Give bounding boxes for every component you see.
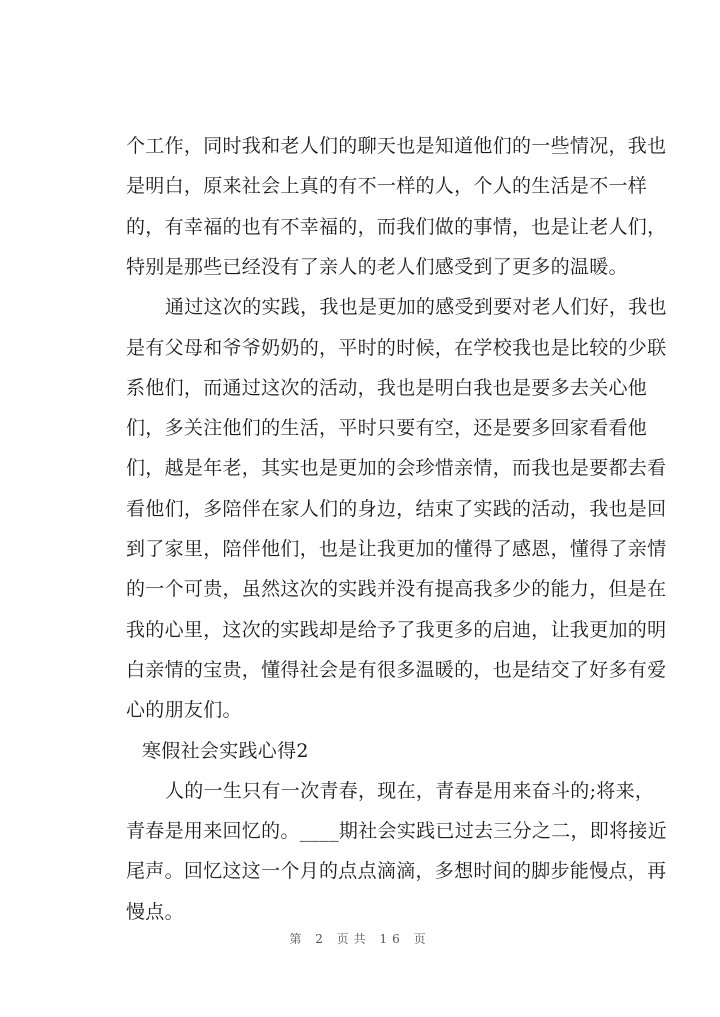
section-heading: 寒假社会实践心得2 <box>142 740 309 762</box>
paragraph-start-line: 人的一生只有一次青春，现在，青春是用来奋斗的;将来， <box>165 780 655 802</box>
body-text-line: 慢点。 <box>126 901 184 923</box>
body-text-line: 到了家里，陪伴他们，也是让我更加的懂得了感恩，懂得了亲情 <box>126 538 667 560</box>
body-text-line: 系他们，而通过这次的活动，我也是明白我也是要多去关心他 <box>126 377 648 399</box>
body-text-line: 是明白，原来社会上真的有不一样的人，个人的生活是不一样 <box>126 175 648 197</box>
body-text-line: 的，有幸福的也有不幸福的，而我们做的事情，也是让老人们， <box>126 216 667 238</box>
body-text-line: 们，越是年老，其实也是更加的会珍惜亲情，而我也是要都去看 <box>126 457 667 479</box>
body-text-line: 是有父母和爷爷奶奶的，平时的时候，在学校我也是比较的少联 <box>126 337 667 359</box>
body-text-line: 尾声。回忆这这一个月的点点滴滴，多想时间的脚步能慢点，再 <box>126 860 667 882</box>
body-text-line: 看他们，多陪伴在家人们的身边，结束了实践的活动，我也是回 <box>126 498 667 520</box>
body-text-line: 的一个可贵，虽然这次的实践并没有提高我多少的能力，但是在 <box>126 578 667 600</box>
body-text-line: 白亲情的宝贵，懂得社会是有很多温暖的，也是结交了好多有爱 <box>126 659 667 681</box>
body-text-line: 个工作，同时我和老人们的聊天也是知道他们的一些情况，我也 <box>126 135 667 157</box>
body-text-line: 青春是用来回忆的。____期社会实践已过去三分之二，即将接近 <box>126 820 668 842</box>
body-text-line: 们，多关注他们的生活，平时只要有空，还是要多回家看看他 <box>126 417 648 439</box>
page-number-footer: 第 2 页共 16 页 <box>289 932 431 946</box>
body-text-line: 特别是那些已经没有了亲人的老人们感受到了更多的温暖。 <box>126 256 628 278</box>
paragraph-start-line: 通过这次的实践，我也是更加的感受到要对老人们好，我也 <box>165 296 667 318</box>
body-text-line: 心的朋友们。 <box>126 699 242 721</box>
body-text-line: 我的心里，这次的实践却是给予了我更多的启迪，让我更加的明 <box>126 619 667 641</box>
